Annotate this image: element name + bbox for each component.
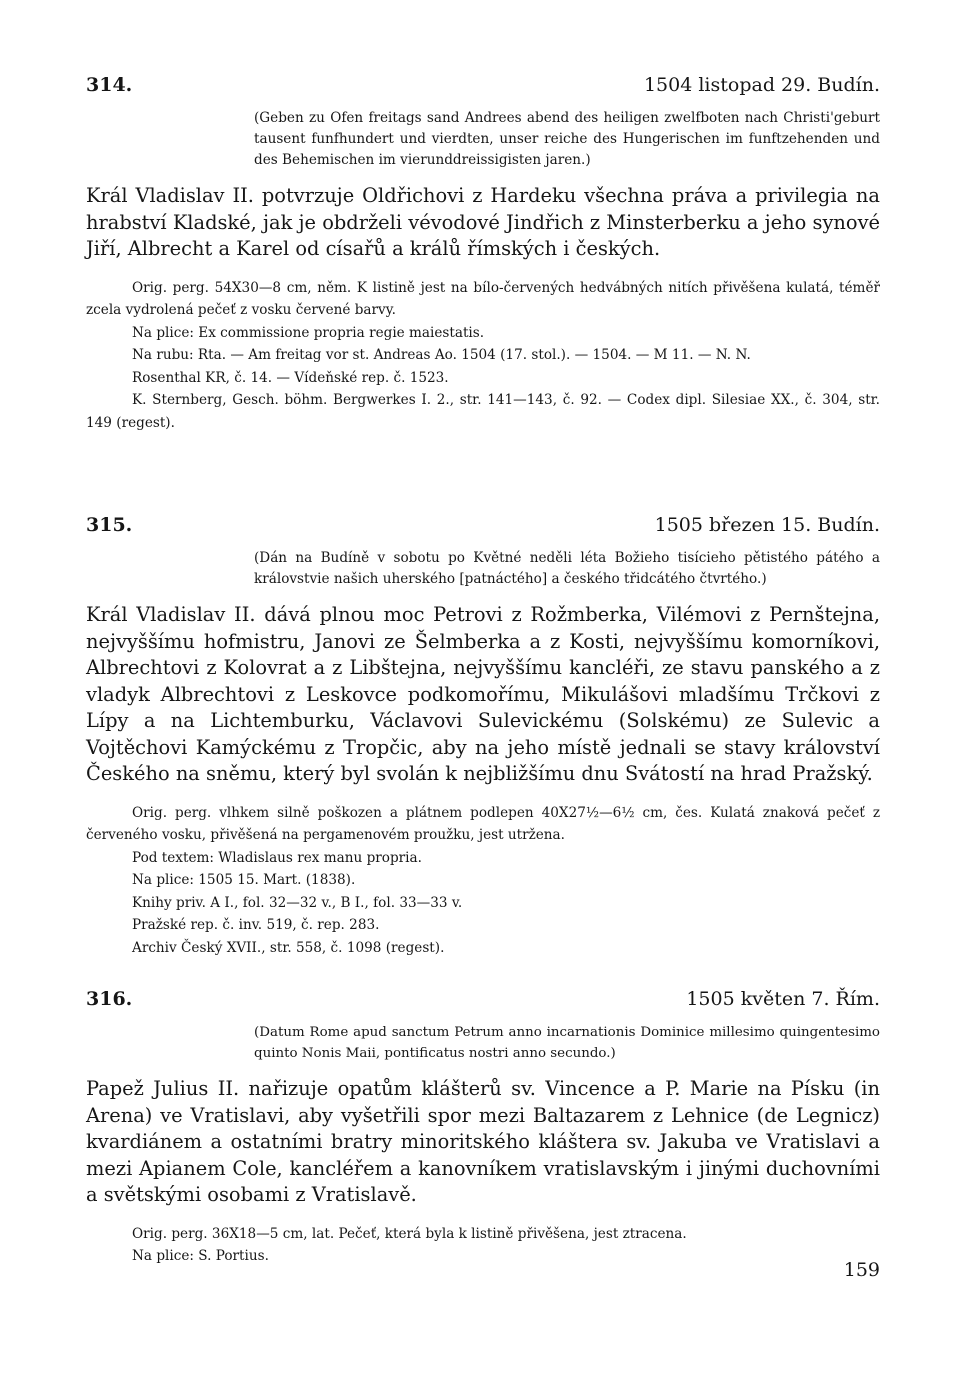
entry-number: 316. (86, 988, 133, 1010)
note-dorsum: Na rubu: Rta. — Am freitag vor st. Andreas Ao. 1504 (17. stol.). — 1504. — M 11. — N. N. (132, 347, 751, 363)
note-literature: K. Sternberg, Gesch. böhm. Bergwerkes I. 2., str. 141—143, č. 92. — Codex dipl. Silesiae XX., č. 304, str. 149 (regest). (86, 392, 880, 431)
entry-header (86, 988, 880, 1022)
note-repertory: Pražské rep. č. inv. 519, č. rep. 283. (132, 917, 380, 933)
regest-text: Král Vladislav II. potvrzuje Oldřichovi z Hardeku všechna práva a privilegia na hrabství Kladské, jak je obdrželi vévodové Jindřich z Minsterberku a jeho synové Jiří, Albrecht a Karel od císařů a králů římských i českých. (86, 184, 880, 260)
regest-text: Papež Julius II. nařizuje opatům klášterů sv. Vincence a P. Marie na Písku (in Arena) ve Vratislavi, aby vyšetřili spor mezi Baltazarem z Lehnice (de Legnicz) kvardiánem a ostatními bratry minoritského kláštera sv. Jakuba ve Vratislavi a mezi Apianem Cole, kancléřem a kanovníkem vratislavským i jinými duchovními a světskými osobami z Vratislavě. (86, 1077, 880, 1206)
original-dating-text: (Dán na Budíně v sobotu po Květné neděli léta Božieho tisícieho pětistého pátého a královstvie našich uherského [patnáctého] a českého třidcátého čtvrtého.) (254, 550, 880, 587)
entry-header (86, 74, 880, 108)
original-dating-text: (Datum Rome apud sanctum Petrum anno incarnationis Dominice millesimo quingentesimo quinto Nonis Maii, pontificatus nostri anno secundo.) (254, 1025, 880, 1061)
note-plica: Na plice: 1505 15. Mart. (1838). (132, 872, 356, 888)
note-original: Orig. perg. vlhkem silně poškozen a plátnem podlepen 40X27½—6½ cm, čes. Kulatá znaková pečeť z červeného vosku, přivěšená na pergamenovém proužku, jest utržena. (86, 804, 880, 843)
note-literature: Archiv Český XVII., str. 558, č. 1098 (regest). (132, 939, 445, 956)
entry-314 (86, 74, 880, 434)
note-repertory: Rosenthal KR, č. 14. — Vídeňské rep. č. 1523. (132, 369, 449, 386)
entry-number: 315. (86, 514, 133, 536)
entry-header (86, 514, 880, 548)
entry-number: 314. (86, 74, 133, 96)
note-original: Orig. perg. 54X30—8 cm, něm. K listině jest na bílo-červených hedvábných nitích přivěšena kulatá, téměř zcela vydrolená pečeť z vosku červené barvy. (86, 279, 880, 318)
note-plica: Na plice: Ex commissione propria regie maiestatis. (132, 324, 485, 341)
entry-date: 1505 květen 7. Řím. (686, 988, 880, 1010)
page-number: 159 (843, 1259, 880, 1281)
original-dating-text: (Geben zu Ofen freitags sand Andrees abend des heiligen zwelfboten nach Christi'geburt tausent funfhundert und vierdten, unser reiche des Hungerischen im funftzehenden und des Behemischen im vierunddreissigisten jaren.) (254, 110, 880, 168)
entry-date: 1504 listopad 29. Budín. (643, 74, 880, 96)
note-under-text: Pod textem: Wladislaus rex manu propria. (132, 849, 422, 866)
entry-date: 1505 březen 15. Budín. (654, 514, 880, 536)
note-original: Orig. perg. 36X18—5 cm, lat. Pečeť, která byla k listině přivěšena, jest ztracena. (132, 1225, 687, 1242)
regest-text: Král Vladislav II. dává plnou moc Petrovi z Rožmberka, Vilémovi z Pernštejna, nejvyššímu hofmistru, Janovi ze Šelmberka a z Kosti, nejvyššímu komorníkovi, Albrechtovi z Kolovrat a z Libštejna, nejvyššímu kancléři, ze stavu panského a z vladyk Albrechtovi z Leskovce podkomořímu, Mikulášovi mladšímu Trčkovi z Lípy a na Lichtemburku, Václavovi Sulevickému (Solskému) ze Sulevic a Vojtěchovi Kamýckému z Tropčic, aby na jeho místě jednali se stavy království Českého na sněmu, který byl svolán k nejbližšímu dnu Svátostí na hrad Pražský. (86, 603, 880, 785)
note-books: Knihy priv. A I., fol. 32—32 v., B I., fol. 33—33 v. (132, 894, 463, 911)
entry-316 (86, 988, 880, 1268)
entry-315 (86, 514, 880, 959)
note-plica: Na plice: S. Portius. (132, 1248, 269, 1264)
